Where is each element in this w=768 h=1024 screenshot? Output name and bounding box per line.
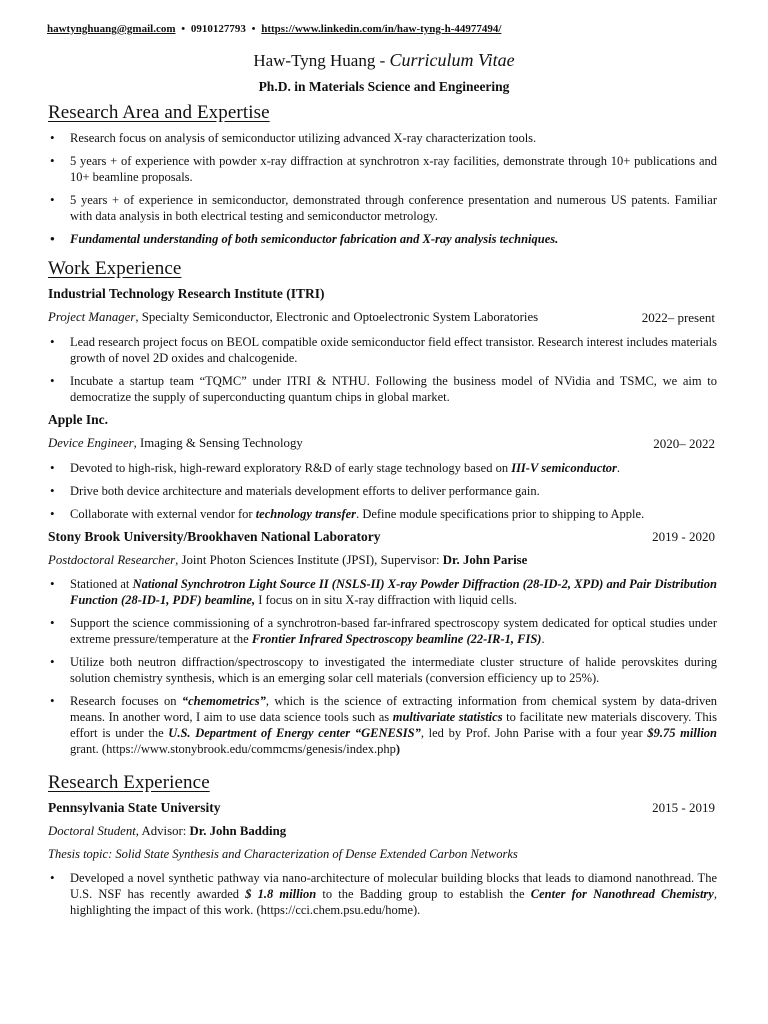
supervisor-name: Dr. John Parise <box>442 553 528 567</box>
list-item: • Developed a novel synthetic pathway via nano-architecture of molecular building blocks that leads to diamond nanothread. The U.S. NSF has recently awarded $ 1.8 million to the Badding group to establish the Center for Nanothread Chemistry, highlighting the impact of this work. (https://cci.chem.psu.edu/home). <box>47 870 717 918</box>
degree-line: Ph.D. in Materials Science and Engineering <box>258 79 510 94</box>
list-item: • Research focuses on “chemometrics”, which is the science of extracting information from chemical system by data-driven means. In another word, I aim to use data science tools such as multivariate statistics to facilitate new materials discovery. This effort is under the U.S. Department of Energy center “GENESIS”, led by Prof. John Parise with a four year $9.75 million grant. (https://www.stonybrook.edu/commcms/genesis/index.php) <box>47 693 717 757</box>
list-item: • Fundamental understanding of both semiconductor fabrication and X-ray analysis techniques. <box>47 231 717 247</box>
role-text <box>48 436 303 452</box>
section-heading-research-area: Research Area and Expertise <box>48 102 270 123</box>
org-name: Apple Inc. <box>48 412 109 427</box>
section-heading-research-experience: Research Experience <box>48 772 210 793</box>
org-name: Stony Brook University/Brookhaven National Laboratory <box>48 529 381 544</box>
list-item: • Support the science commissioning of a synchrotron-based far-infrared spectroscopy system dedicated for optical studies under extreme pressure/temperature at the Frontier Infrared Spectroscopy beamline (22-IR-1, FIS). <box>47 615 717 647</box>
org-itri <box>48 286 717 302</box>
list-item: • Stationed at National Synchrotron Light Source II (NSLS-II) X-ray Powder Diffraction (28-ID-2, XPD) and Pair Distribution Function (28-ID-1, PDF) beamline, I focus on in situ X-ray diffraction with liquid cells. <box>47 576 717 608</box>
advisor-label: Advisor: <box>139 824 190 838</box>
list-item: • Collaborate with external vendor for technology transfer. Define module specifications prior to shipping to Apple. <box>47 506 717 522</box>
role-dept: , Specialty Semiconductor, Electronic and Optoelectronic System Laboratories <box>135 310 539 324</box>
thesis-topic: Thesis topic: Solid State Synthesis and Characterization of Dense Extended Carbon Networks <box>48 847 518 861</box>
advisor-name: Dr. John Badding <box>189 824 287 838</box>
apple-list <box>47 460 717 522</box>
list-item: • Devoted to high-risk, high-reward exploratory R&D of early stage technology based on III-V semiconductor. <box>47 460 717 476</box>
separator-dot: • <box>251 23 256 35</box>
role-dept: , Imaging & Sensing Technology <box>133 436 303 450</box>
linkedin-link[interactable]: https://www.linkedin.com/in/haw-tyng-h-44977494/ <box>261 23 502 35</box>
email-link[interactable]: hawtynghuang@gmail.com <box>47 23 176 35</box>
role-apple <box>48 436 717 452</box>
role-title: Project Manager <box>48 310 136 324</box>
cv-content <box>47 102 717 925</box>
org-penn-state <box>48 800 717 816</box>
role-text <box>48 310 538 326</box>
phone-number: 0910127793 <box>190 23 246 35</box>
itri-list <box>47 334 717 405</box>
list-item: • Incubate a startup team “TQMC” under ITRI & NTHU. Following the business model of NVidia and TSMC, we aim to democratize the supply of superconducting quantum chips in global market. <box>47 373 717 405</box>
list-item: • 5 years + of experience with powder x-ray diffraction at synchrotron x-ray facilities, demonstrate through 10+ publications and 10+ beamline proposals. <box>47 153 717 185</box>
role-text <box>48 824 286 839</box>
list-item: • Utilize both neutron diffraction/spectroscopy to investigated the intermediate cluster structure of halide perovskites during solution chemistry synthesis, which is an emerging solar cell materials (conversion efficiency up to 25%). <box>47 654 717 686</box>
role-penn-state <box>48 824 717 839</box>
role-dept: , Joint Photon Sciences Institute (JPSI), Supervisor: <box>175 553 443 567</box>
list-item: • 5 years + of experience in semiconductor, demonstrated through conference presentation and numerous US patents. Familiar with data analysis in both electrical testing and semiconductor metrology. <box>47 192 717 224</box>
section-heading-work: Work Experience <box>48 258 182 279</box>
person-name: Haw-Tyng Huang <box>253 51 376 70</box>
cv-label: Curriculum Vitae <box>389 50 515 70</box>
role-dates: 2022– present <box>641 310 715 325</box>
contact-line <box>47 23 501 35</box>
org-stony-brook <box>48 529 717 545</box>
penn-state-list <box>47 870 717 918</box>
list-item: • Research focus on analysis of semiconductor utilizing advanced X-ray characterization tools. <box>47 130 717 146</box>
org-dates: 2019 - 2020 <box>652 529 715 544</box>
separator-dot: • <box>181 23 186 35</box>
role-title: Device Engineer <box>48 436 134 450</box>
role-title: Postdoctoral Researcher <box>48 553 176 567</box>
org-apple <box>48 412 717 428</box>
list-item: • Drive both device architecture and materials development efforts to deliver performance gain. <box>47 483 717 499</box>
name-dash: - <box>375 51 390 70</box>
role-stony-brook <box>48 553 717 568</box>
role-title: Doctoral Student, <box>48 824 139 838</box>
stony-brook-list <box>47 576 717 757</box>
name-title <box>0 50 768 71</box>
role-itri <box>48 310 717 326</box>
org-name: Pennsylvania State University <box>48 800 221 815</box>
list-item: • Lead research project focus on BEOL compatible oxide semiconductor field effect transistor. Research interest includes materials growth of novel 2D oxides and chalcogenide. <box>47 334 717 366</box>
research-area-list <box>47 130 717 247</box>
role-dates: 2020– 2022 <box>653 436 715 451</box>
org-dates: 2015 - 2019 <box>652 800 715 815</box>
role-text <box>48 553 527 568</box>
org-name: Industrial Technology Research Institute (ITRI) <box>48 286 325 301</box>
